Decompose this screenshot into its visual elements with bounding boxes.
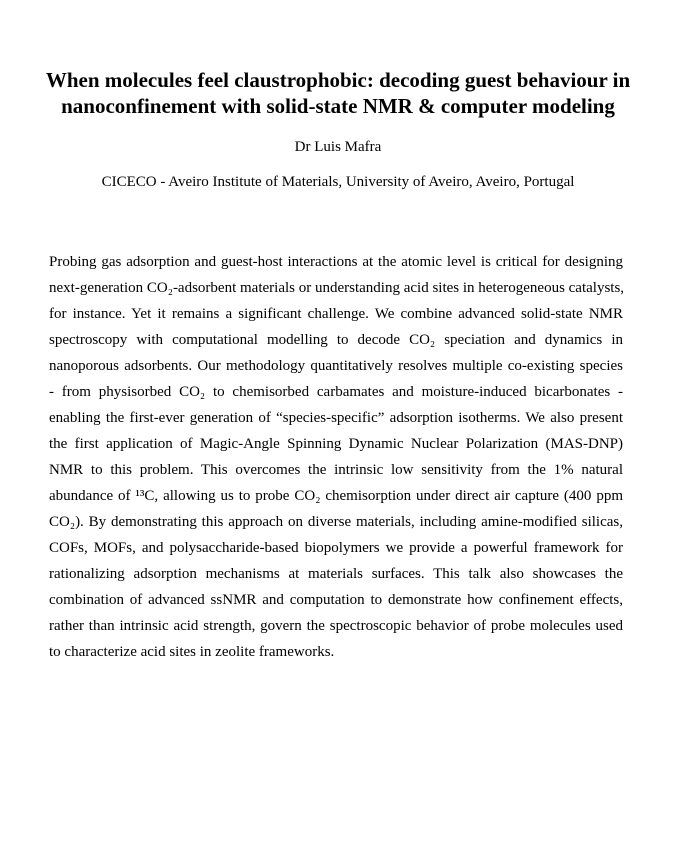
- abstract-line: next-generation CO₂-adsorbent materials or understanding acid sites in heterogeneous catalysts,: [49, 280, 625, 296]
- abstract-line: COFs, MOFs, and polysaccharide-based biopolymers we provide a powerful framework for: [49, 540, 623, 556]
- abstract-line: abundance of ¹³C, allowing us to probe CO₂ chemisorption under direct air capture (400 ppm: [49, 488, 623, 504]
- abstract-line: combination of advanced ssNMR and computation to demonstrate how confinement effects,: [49, 592, 623, 608]
- author-name: Dr Luis Mafra: [294, 139, 382, 155]
- abstract-line: Probing gas adsorption and guest-host interactions at the atomic level is critical for designing: [49, 254, 623, 270]
- abstract-line: rationalizing adsorption mechanisms at materials surfaces. This talk also showcases the: [49, 566, 623, 582]
- abstract-line: rather than intrinsic acid strength, govern the spectroscopic behavior of probe molecules used: [49, 618, 623, 634]
- abstract-line: enabling the first-ever generation of “species-specific” adsorption isotherms. We also present: [49, 410, 623, 426]
- abstract-line: CO₂). By demonstrating this approach on diverse materials, including amine-modified silicas,: [49, 514, 623, 530]
- abstract-body: [49, 252, 623, 668]
- abstract-line: to characterize acid sites in zeolite frameworks.: [49, 644, 335, 660]
- author-affiliation: CICECO - Aveiro Institute of Materials, University of Aveiro, Aveiro, Portugal: [101, 174, 575, 190]
- abstract-line: - from physisorbed CO₂ to chemisorbed carbamates and moisture-induced bicarbonates -: [49, 384, 623, 400]
- abstract-line: the first application of Magic-Angle Spinning Dynamic Nuclear Polarization (MAS-DNP): [49, 436, 623, 452]
- abstract-line: nanoporous adsorbents. Our methodology quantitatively resolves multiple co-existing species: [49, 358, 623, 374]
- document-title: [30, 67, 646, 119]
- abstract-line: for instance. Yet it remains a significant challenge. We combine advanced solid-state NMR: [49, 306, 623, 322]
- title-line: When molecules feel claustrophobic: decoding guest behaviour in: [45, 68, 631, 92]
- abstract-line: spectroscopy with computational modelling to decode CO₂ speciation and dynamics in: [49, 332, 623, 348]
- title-line: nanoconfinement with solid-state NMR & computer modeling: [61, 94, 615, 118]
- abstract-line: NMR to this problem. This overcomes the intrinsic low sensitivity from the 1% natural: [49, 462, 623, 478]
